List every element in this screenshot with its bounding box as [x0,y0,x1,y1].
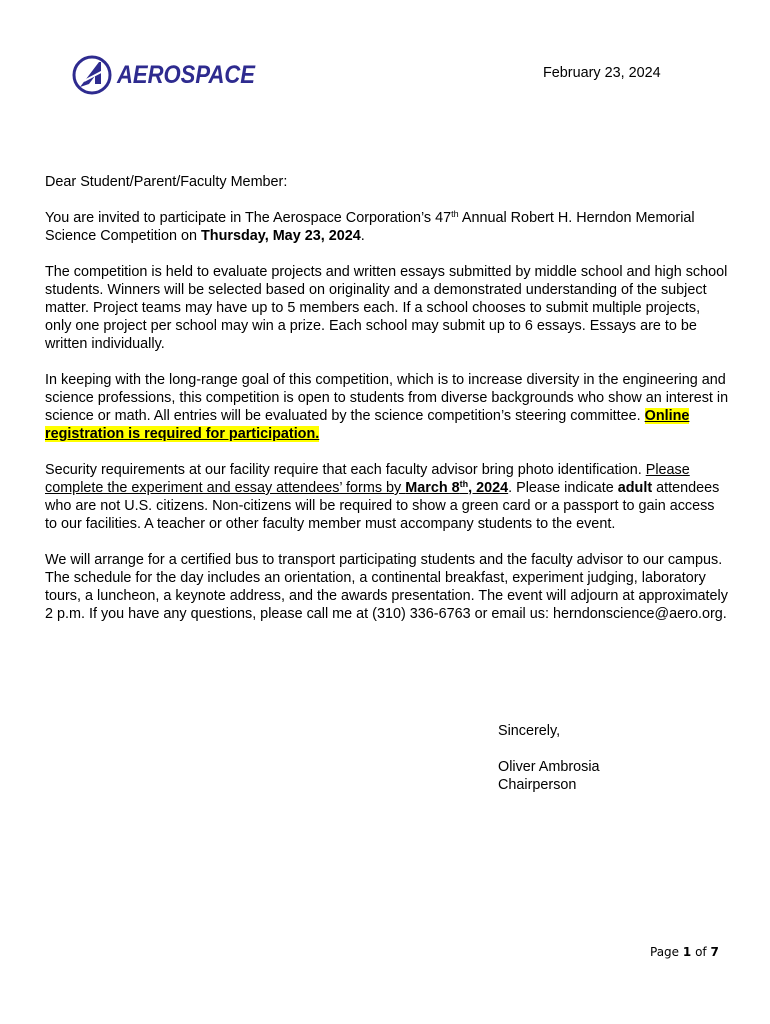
p3-text: In keeping with the long-range goal of this competition, which is to increase diversity in the engineering and science professions, this competition is open to students from diverse backgrounds who show an interest in science or math. All entries will be evaluated by the science competition’s steering committee. [45,372,729,424]
p4-text-b: . Please indicate [508,480,618,496]
p1-text-a: You are invited to participate in The Aerospace Corporation’s 47 [45,210,452,226]
p4-text-a: Security requirements at our facility require that each faculty advisor bring photo identification. [45,462,646,478]
letter-closing [498,722,600,794]
of-label: of [695,945,707,959]
paragraph-competition: The competition is held to evaluate projects and written essays submitted by middle school and high school students. Winners will be selected based on originality and a demonstrated understanding of the subject matter. Project teams may have up to 5 members each. If a school chooses to submit multiple projects, only one project per school may win a prize. Each school may submit up to 6 essays. Essays are to be written individually. [45,264,728,352]
p1-text-b: Annual Robert H. Herndon Memorial Science Competition on [45,210,695,244]
signer-name: Oliver Ambrosia [498,759,600,775]
deadline-year: , 2024 [468,480,509,496]
event-date: Thursday, May 23, 2024 [201,228,361,244]
salutation: Dear Student/Parent/Faculty Member: [45,174,288,190]
p1-ordinal: th [451,209,459,219]
deadline-date: March 8 [405,480,460,496]
p4-text-c: attendees who are not U.S. citizens. Non-citizens will be required to show a green card or a passport to gain access to our facilities. A teacher or other faculty member must accompany students to the event. [45,480,720,532]
p4-underlined: Please complete the experiment and essay attendees’ forms by [45,462,690,496]
letter-body [45,173,730,641]
paragraph-security [45,461,730,533]
page-label: Page [650,945,680,959]
deadline-ordinal: th [459,479,469,489]
page-number [650,943,719,961]
logo-wordmark: AEROSPACE [116,61,257,89]
current-page: 1 [682,945,692,959]
registration-notice: Online registration is required for participation. [45,408,690,442]
total-pages: 7 [710,945,719,959]
paragraph-diversity [45,371,730,443]
aerospace-logo [71,54,261,98]
valediction: Sincerely, [498,723,561,739]
paragraph-invitation [45,209,730,245]
signer-title: Chairperson [498,777,577,793]
letter-date: February 23, 2024 [543,65,661,81]
paragraph-schedule: We will arrange for a certified bus to transport participating students and the faculty advisor to our campus. The schedule for the day includes an orientation, a continental breakfast, experiment judging, laboratory tours, a luncheon, a keynote address, and the awards presentation. The event will adjourn at approximately 2 p.m. If you have any questions, please call me at (310) 336-6763 or email us: herndonscience@aero.org. [45,552,728,622]
p1-end: . [360,228,365,244]
adult-word: adult [617,480,653,496]
